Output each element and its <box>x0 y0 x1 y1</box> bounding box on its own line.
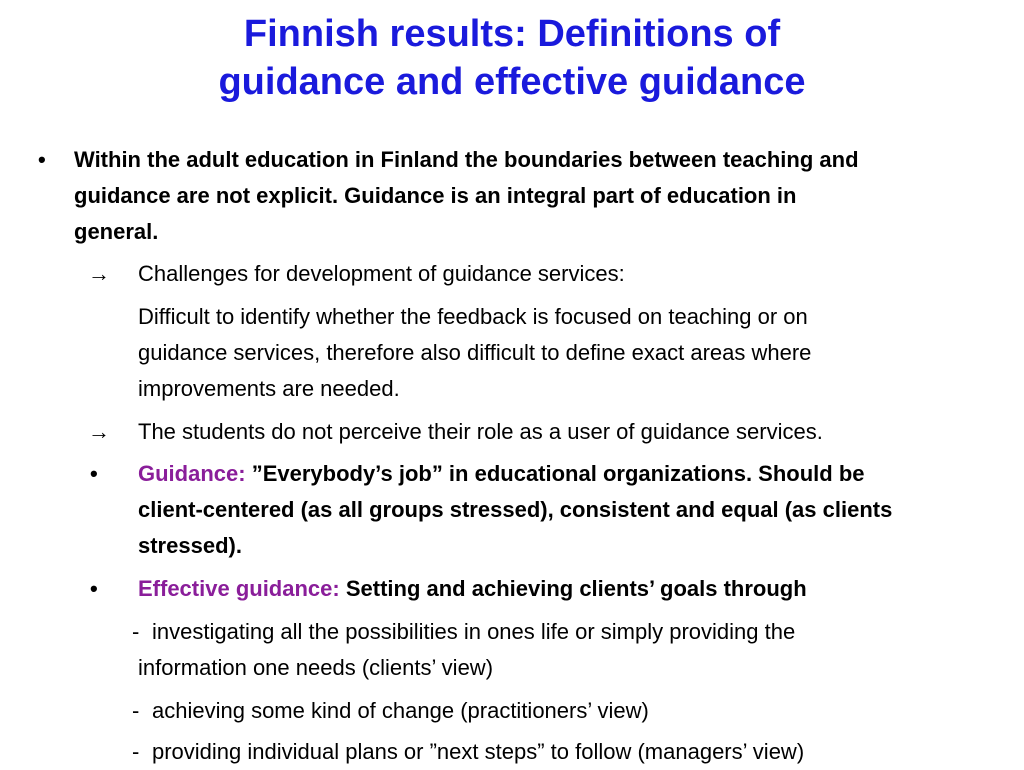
effective-guidance-label: Effective guidance: <box>138 576 340 601</box>
bullet-marker-main: • <box>38 147 46 172</box>
challenges-detail-line-2: guidance services, therefore also difficult to define exact areas where <box>138 340 812 365</box>
challenges-detail-line-1: Difficult to identify whether the feedback is focused on teaching or on <box>138 304 808 329</box>
dash-item-1-line-2: information one needs (clients’ view) <box>138 655 494 680</box>
dash-item-2-line-1: achieving some kind of change (practitioners’ view) <box>152 698 649 723</box>
dash-item-1-line-1: investigating all the possibilities in ones life or simply providing the <box>152 619 796 644</box>
bullet-marker-effective: • <box>90 576 98 601</box>
dash-marker-1: - <box>132 619 140 644</box>
guidance-line-1 <box>138 456 865 492</box>
arrow-marker-1: → <box>88 261 110 286</box>
effective-guidance-text: Setting and achieving clients’ goals through <box>339 576 807 601</box>
main-bullet-line-2: guidance are not explicit. Guidance is an integral part of education in <box>74 183 797 208</box>
main-bullet-line-1: Within the adult education in Finland the boundaries between teaching and <box>74 147 859 172</box>
dash-marker-2: - <box>132 698 140 723</box>
guidance-text-1: ”Everybody’s job” in educational organizations. Should be <box>245 461 865 486</box>
slide-title-line-2: guidance and effective guidance <box>218 61 806 103</box>
guidance-label: Guidance: <box>138 461 246 486</box>
challenges-heading: Challenges for development of guidance services: <box>138 261 625 286</box>
challenges-detail-line-3: improvements are needed. <box>138 376 400 401</box>
guidance-line-3: stressed). <box>138 533 242 558</box>
dash-marker-3: - <box>132 739 140 764</box>
students-role-text: The students do not perceive their role as a user of guidance services. <box>138 419 823 444</box>
dash-item-3-line-1: providing individual plans or ”next steps” to follow (managers’ view) <box>152 739 805 764</box>
guidance-line-2: client-centered (as all groups stressed), consistent and equal (as clients <box>138 497 893 522</box>
arrow-marker-2: → <box>88 419 110 444</box>
bullet-marker-guidance: • <box>90 461 98 486</box>
effective-guidance-line <box>138 571 807 607</box>
slide-title-line-1: Finnish results: Definitions of <box>243 13 781 55</box>
main-bullet-line-3: general. <box>74 219 159 244</box>
